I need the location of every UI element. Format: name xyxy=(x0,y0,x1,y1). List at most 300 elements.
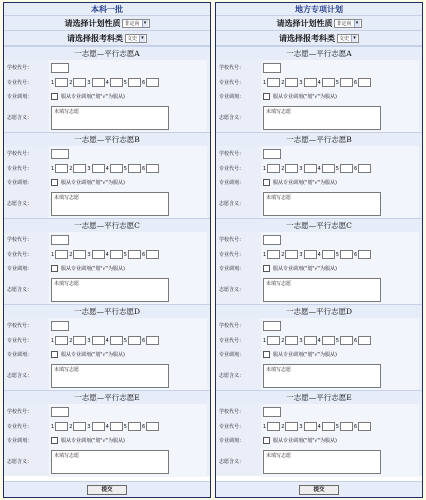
school-code-input[interactable] xyxy=(263,63,281,73)
major-code-input[interactable] xyxy=(358,78,371,87)
adjust-checkbox[interactable] xyxy=(51,93,58,100)
major-code-input[interactable] xyxy=(267,164,280,173)
major-index-label: 3 xyxy=(299,79,303,86)
adjust-checkbox[interactable] xyxy=(51,179,58,186)
adjust-checkbox[interactable] xyxy=(263,437,270,444)
school-code-row xyxy=(7,404,207,419)
major-code-input[interactable] xyxy=(322,336,335,345)
adjust-text: 服从专业调剂("划"√"为服从) xyxy=(273,437,337,444)
school-code-label: 学校代号： xyxy=(219,408,261,415)
major-index-label: 2 xyxy=(69,251,73,258)
major-index-label: 2 xyxy=(281,423,285,430)
major-index-label: 5 xyxy=(335,423,339,430)
submit-button[interactable]: 提交 xyxy=(87,485,127,495)
major-code-input[interactable] xyxy=(92,250,105,259)
school-code-label: 学校代号： xyxy=(7,408,49,415)
major-code-5 xyxy=(336,336,353,345)
major-index-label: 3 xyxy=(299,337,303,344)
adjust-text: 服从专业调剂("划"√"为服从) xyxy=(61,179,125,186)
major-index-label: 6 xyxy=(141,79,146,86)
wish-section xyxy=(4,46,210,132)
school-code-row xyxy=(219,60,419,75)
wish-section xyxy=(216,390,422,476)
major-index-label: 4 xyxy=(317,79,321,86)
adjust-row xyxy=(219,434,419,446)
major-code-input[interactable] xyxy=(304,250,317,259)
major-code-input[interactable] xyxy=(340,336,353,345)
school-code-row xyxy=(7,232,207,247)
major-code-input[interactable] xyxy=(128,250,141,259)
major-code-4 xyxy=(106,164,123,173)
school-code-input[interactable] xyxy=(51,407,69,417)
adjust-checkbox[interactable] xyxy=(263,351,270,358)
major-code-input[interactable] xyxy=(55,250,68,259)
major-index-label: 3 xyxy=(299,165,303,172)
major-code-input[interactable] xyxy=(92,422,105,431)
major-index-label: 1 xyxy=(263,165,267,172)
major-index-label: 6 xyxy=(141,423,146,430)
adjust-checkbox[interactable] xyxy=(51,351,58,358)
major-code-2 xyxy=(281,422,298,431)
major-code-label: 专业代号： xyxy=(219,423,261,430)
major-index-label: 1 xyxy=(263,251,267,258)
wish-heading: 一志愿—平行志愿B xyxy=(216,133,422,146)
major-code-input[interactable] xyxy=(110,422,123,431)
major-code-input[interactable] xyxy=(358,336,371,345)
school-code-input[interactable] xyxy=(51,63,69,73)
major-code-4 xyxy=(106,422,123,431)
major-code-input[interactable] xyxy=(73,250,86,259)
major-index-label: 6 xyxy=(141,337,146,344)
major-code-input[interactable] xyxy=(304,164,317,173)
wish-section xyxy=(216,304,422,390)
plan-type-row xyxy=(216,16,422,31)
meaning-textarea[interactable]: 未填写志愿 xyxy=(51,364,169,388)
major-code-1 xyxy=(51,422,68,431)
school-code-label: 学校代号： xyxy=(219,322,261,329)
school-code-input[interactable] xyxy=(51,235,69,245)
major-code-2 xyxy=(281,164,298,173)
major-code-input[interactable] xyxy=(128,422,141,431)
major-code-input[interactable] xyxy=(358,164,371,173)
major-index-label: 5 xyxy=(123,251,127,258)
major-code-input[interactable] xyxy=(73,164,86,173)
major-code-input[interactable] xyxy=(340,164,353,173)
major-code-input[interactable] xyxy=(73,422,86,431)
major-code-3 xyxy=(299,422,316,431)
major-code-label: 专业代号： xyxy=(7,423,49,430)
major-code-input[interactable] xyxy=(110,164,123,173)
major-code-label: 专业代号： xyxy=(219,79,261,86)
school-code-input[interactable] xyxy=(51,321,69,331)
meaning-label: 志愿含义： xyxy=(219,200,261,207)
meaning-row xyxy=(219,274,419,305)
meaning-textarea[interactable]: 未填写志愿 xyxy=(51,450,169,474)
major-code-input[interactable] xyxy=(340,78,353,87)
major-code-input[interactable] xyxy=(73,336,86,345)
major-code-input[interactable] xyxy=(146,422,159,431)
adjust-text: 服从专业调剂("划"√"为服从) xyxy=(273,93,337,100)
major-index-label: 3 xyxy=(87,165,91,172)
major-code-5 xyxy=(124,422,141,431)
meaning-textarea[interactable]: 未填写志愿 xyxy=(51,192,169,216)
school-code-row xyxy=(219,146,419,161)
major-code-input[interactable] xyxy=(146,78,159,87)
wish-heading: 一志愿—平行志愿C xyxy=(216,219,422,232)
major-code-input[interactable] xyxy=(55,336,68,345)
adjust-row xyxy=(7,176,207,188)
adjust-checkbox[interactable] xyxy=(263,179,270,186)
wish-section xyxy=(216,132,422,218)
major-code-input[interactable] xyxy=(322,250,335,259)
major-index-label: 3 xyxy=(87,251,91,258)
major-code-6 xyxy=(354,78,371,87)
major-code-input[interactable] xyxy=(358,250,371,259)
major-index-label: 3 xyxy=(87,79,91,86)
major-code-input[interactable] xyxy=(110,78,123,87)
school-code-row xyxy=(219,232,419,247)
major-code-4 xyxy=(318,422,335,431)
subject-select[interactable] xyxy=(337,34,359,43)
major-code-5 xyxy=(336,78,353,87)
adjust-label: 专业调剂： xyxy=(219,437,261,444)
chevron-down-icon: ▾ xyxy=(142,20,148,27)
meaning-textarea[interactable]: 未填写志愿 xyxy=(263,278,381,302)
major-code-3 xyxy=(87,336,104,345)
major-code-label: 专业代号： xyxy=(7,79,49,86)
subject-label: 请选择报考科类 xyxy=(66,32,123,43)
adjust-checkbox[interactable] xyxy=(51,437,58,444)
plan-type-select[interactable] xyxy=(334,19,361,28)
chevron-down-icon: ▾ xyxy=(351,35,357,42)
major-code-input[interactable] xyxy=(285,164,298,173)
school-code-input[interactable] xyxy=(51,149,69,159)
major-code-6 xyxy=(354,336,371,345)
major-code-4 xyxy=(318,250,335,259)
major-code-input[interactable] xyxy=(92,164,105,173)
panel-title: 地方专项计划 xyxy=(216,3,422,16)
major-code-6 xyxy=(142,250,159,259)
major-index-label: 6 xyxy=(353,79,358,86)
major-code-input[interactable] xyxy=(128,164,141,173)
school-code-row xyxy=(7,60,207,75)
major-index-label: 1 xyxy=(51,251,55,258)
major-code-3 xyxy=(299,336,316,345)
school-code-input[interactable] xyxy=(263,149,281,159)
major-code-5 xyxy=(124,164,141,173)
meaning-label: 志愿含义： xyxy=(7,114,49,121)
major-index-label: 5 xyxy=(335,79,339,86)
school-code-input[interactable] xyxy=(263,321,281,331)
meaning-textarea[interactable]: 未填写志愿 xyxy=(263,450,381,474)
adjust-row xyxy=(219,348,419,360)
meaning-textarea[interactable]: 未填写志愿 xyxy=(263,192,381,216)
major-index-label: 5 xyxy=(335,337,339,344)
major-code-row xyxy=(7,333,207,348)
wish-heading: 一志愿—平行志愿E xyxy=(4,391,210,404)
school-code-label: 学校代号： xyxy=(219,150,261,157)
major-code-input[interactable] xyxy=(146,250,159,259)
adjust-label: 专业调剂： xyxy=(7,93,49,100)
chevron-down-icon: ▾ xyxy=(139,35,145,42)
major-code-input[interactable] xyxy=(55,78,68,87)
major-code-row xyxy=(7,161,207,176)
subject-value: 文史 xyxy=(126,35,137,42)
adjust-row xyxy=(7,434,207,446)
major-code-input[interactable] xyxy=(322,78,335,87)
major-code-6 xyxy=(354,422,371,431)
major-code-input[interactable] xyxy=(55,422,68,431)
major-code-input[interactable] xyxy=(322,164,335,173)
major-code-3 xyxy=(299,78,316,87)
adjust-text: 服从专业调剂("划"√"为服从) xyxy=(273,179,337,186)
major-code-4 xyxy=(106,250,123,259)
major-code-label: 专业代号： xyxy=(219,337,261,344)
major-code-3 xyxy=(87,78,104,87)
major-index-label: 2 xyxy=(281,251,285,258)
meaning-label: 志愿含义： xyxy=(219,372,261,379)
major-index-label: 2 xyxy=(69,423,73,430)
major-index-label: 1 xyxy=(263,423,267,430)
adjust-label: 专业调剂： xyxy=(7,265,49,272)
adjust-row xyxy=(219,90,419,102)
major-code-6 xyxy=(354,164,371,173)
major-index-label: 3 xyxy=(299,423,303,430)
subject-row xyxy=(4,31,210,46)
major-index-label: 6 xyxy=(353,251,358,258)
major-index-label: 6 xyxy=(353,423,358,430)
major-index-label: 1 xyxy=(51,165,55,172)
plan-type-value: 非定向 xyxy=(336,20,352,27)
adjust-label: 专业调剂： xyxy=(7,437,49,444)
major-code-1 xyxy=(263,422,280,431)
plan-type-row xyxy=(4,16,210,31)
meaning-textarea[interactable]: 未填写志愿 xyxy=(263,106,381,130)
panel-local-special-plan xyxy=(215,2,423,498)
major-code-1 xyxy=(51,250,68,259)
major-index-label: 4 xyxy=(105,337,109,344)
major-code-input[interactable] xyxy=(304,422,317,431)
plan-type-value: 非定向 xyxy=(124,20,140,27)
adjust-text: 服从专业调剂("划"√"为服从) xyxy=(61,437,125,444)
major-index-label: 6 xyxy=(141,165,146,172)
major-code-row xyxy=(7,75,207,90)
school-code-label: 学校代号： xyxy=(7,64,49,71)
major-code-input[interactable] xyxy=(358,422,371,431)
major-index-label: 5 xyxy=(123,423,127,430)
major-code-input[interactable] xyxy=(55,164,68,173)
major-code-5 xyxy=(336,422,353,431)
major-code-6 xyxy=(142,336,159,345)
panel-regular-batch xyxy=(3,2,211,498)
meaning-textarea[interactable]: 未填写志愿 xyxy=(51,106,169,130)
school-code-row xyxy=(7,318,207,333)
wish-heading: 一志愿—平行志愿D xyxy=(216,305,422,318)
wish-section xyxy=(4,132,210,218)
meaning-label: 志愿含义： xyxy=(7,200,49,207)
wish-section xyxy=(216,218,422,304)
major-code-6 xyxy=(354,250,371,259)
major-code-input[interactable] xyxy=(340,422,353,431)
major-code-2 xyxy=(69,250,86,259)
major-code-1 xyxy=(51,336,68,345)
wish-section xyxy=(4,304,210,390)
adjust-checkbox[interactable] xyxy=(51,265,58,272)
major-code-input[interactable] xyxy=(92,78,105,87)
major-code-input[interactable] xyxy=(322,422,335,431)
wish-heading: 一志愿—平行志愿A xyxy=(216,47,422,60)
major-code-3 xyxy=(299,250,316,259)
major-code-input[interactable] xyxy=(92,336,105,345)
meaning-label: 志愿含义： xyxy=(7,458,49,465)
major-index-label: 1 xyxy=(263,79,267,86)
major-index-label: 1 xyxy=(263,337,267,344)
adjust-checkbox[interactable] xyxy=(263,265,270,272)
wish-section xyxy=(4,390,210,476)
major-index-label: 2 xyxy=(69,337,73,344)
major-index-label: 5 xyxy=(335,165,339,172)
major-index-label: 2 xyxy=(281,337,285,344)
school-code-label: 学校代号： xyxy=(7,150,49,157)
subject-select[interactable] xyxy=(125,34,147,43)
major-code-label: 专业代号： xyxy=(7,337,49,344)
major-code-input[interactable] xyxy=(267,78,280,87)
plan-type-select[interactable] xyxy=(122,19,149,28)
wish-heading: 一志愿—平行志愿B xyxy=(4,133,210,146)
school-code-row xyxy=(219,404,419,419)
major-code-input[interactable] xyxy=(285,250,298,259)
adjust-label: 专业调剂： xyxy=(219,93,261,100)
major-code-1 xyxy=(51,78,68,87)
school-code-row xyxy=(219,318,419,333)
chevron-down-icon: ▾ xyxy=(354,20,360,27)
major-code-input[interactable] xyxy=(267,336,280,345)
major-code-input[interactable] xyxy=(304,336,317,345)
plan-type-label: 请选择计划性质 xyxy=(64,17,121,28)
meaning-textarea[interactable]: 未填写志愿 xyxy=(263,364,381,388)
major-index-label: 4 xyxy=(317,337,321,344)
major-index-label: 4 xyxy=(105,79,109,86)
major-code-input[interactable] xyxy=(285,336,298,345)
major-code-input[interactable] xyxy=(73,78,86,87)
school-code-input[interactable] xyxy=(263,407,281,417)
submit-button[interactable]: 提交 xyxy=(299,485,339,495)
major-code-input[interactable] xyxy=(285,78,298,87)
wish-section xyxy=(216,46,422,132)
plan-type-label: 请选择计划性质 xyxy=(276,17,333,28)
major-index-label: 5 xyxy=(123,79,127,86)
major-index-label: 5 xyxy=(335,251,339,258)
major-index-label: 6 xyxy=(353,165,358,172)
school-code-label: 学校代号： xyxy=(219,64,261,71)
major-index-label: 4 xyxy=(317,251,321,258)
major-code-4 xyxy=(318,336,335,345)
meaning-row xyxy=(7,360,207,391)
major-code-5 xyxy=(124,336,141,345)
major-code-2 xyxy=(281,78,298,87)
adjust-label: 专业调剂： xyxy=(7,351,49,358)
major-index-label: 6 xyxy=(353,337,358,344)
meaning-row xyxy=(219,360,419,391)
major-code-input[interactable] xyxy=(110,250,123,259)
subject-row xyxy=(216,31,422,46)
meaning-row xyxy=(219,102,419,133)
major-code-2 xyxy=(69,164,86,173)
adjust-row xyxy=(219,262,419,274)
major-code-2 xyxy=(281,336,298,345)
wish-section xyxy=(4,218,210,304)
adjust-row xyxy=(7,348,207,360)
major-code-5 xyxy=(336,250,353,259)
meaning-row xyxy=(7,446,207,477)
major-code-input[interactable] xyxy=(128,78,141,87)
meaning-label: 志愿含义： xyxy=(219,286,261,293)
adjust-text: 服从专业调剂("划"√"为服从) xyxy=(273,265,337,272)
major-code-2 xyxy=(69,336,86,345)
major-code-2 xyxy=(281,250,298,259)
major-index-label: 3 xyxy=(299,251,303,258)
meaning-row xyxy=(7,274,207,305)
adjust-checkbox[interactable] xyxy=(263,93,270,100)
major-code-input[interactable] xyxy=(146,164,159,173)
meaning-label: 志愿含义： xyxy=(219,458,261,465)
adjust-row xyxy=(219,176,419,188)
school-code-input[interactable] xyxy=(263,235,281,245)
meaning-label: 志愿含义： xyxy=(7,372,49,379)
major-code-row xyxy=(219,247,419,262)
adjust-text: 服从专业调剂("划"√"为服从) xyxy=(61,93,125,100)
major-code-row xyxy=(7,419,207,434)
meaning-textarea[interactable]: 未填写志愿 xyxy=(51,278,169,302)
major-code-3 xyxy=(87,164,104,173)
major-code-4 xyxy=(318,78,335,87)
major-code-input[interactable] xyxy=(146,336,159,345)
major-code-4 xyxy=(318,164,335,173)
submit-bar xyxy=(216,481,422,497)
major-index-label: 5 xyxy=(123,165,127,172)
major-code-input[interactable] xyxy=(128,336,141,345)
major-index-label: 4 xyxy=(317,165,321,172)
major-code-4 xyxy=(106,336,123,345)
major-index-label: 4 xyxy=(317,423,321,430)
wish-heading: 一志愿—平行志愿C xyxy=(4,219,210,232)
major-code-5 xyxy=(336,164,353,173)
major-code-input[interactable] xyxy=(267,250,280,259)
major-index-label: 2 xyxy=(69,165,73,172)
major-index-label: 2 xyxy=(69,79,73,86)
meaning-label: 志愿含义： xyxy=(7,286,49,293)
major-code-input[interactable] xyxy=(340,250,353,259)
major-code-1 xyxy=(263,336,280,345)
adjust-text: 服从专业调剂("划"√"为服从) xyxy=(273,351,337,358)
major-code-input[interactable] xyxy=(285,422,298,431)
meaning-row xyxy=(7,188,207,219)
major-index-label: 4 xyxy=(105,423,109,430)
major-code-input[interactable] xyxy=(267,422,280,431)
major-index-label: 6 xyxy=(141,251,146,258)
adjust-label: 专业调剂： xyxy=(219,265,261,272)
adjust-label: 专业调剂： xyxy=(219,351,261,358)
major-code-input[interactable] xyxy=(304,78,317,87)
major-index-label: 1 xyxy=(51,337,55,344)
major-code-label: 专业代号： xyxy=(7,251,49,258)
wish-heading: 一志愿—平行志愿D xyxy=(4,305,210,318)
adjust-row xyxy=(7,262,207,274)
major-code-row xyxy=(7,247,207,262)
submit-bar xyxy=(4,481,210,497)
meaning-row xyxy=(219,446,419,477)
major-code-input[interactable] xyxy=(110,336,123,345)
